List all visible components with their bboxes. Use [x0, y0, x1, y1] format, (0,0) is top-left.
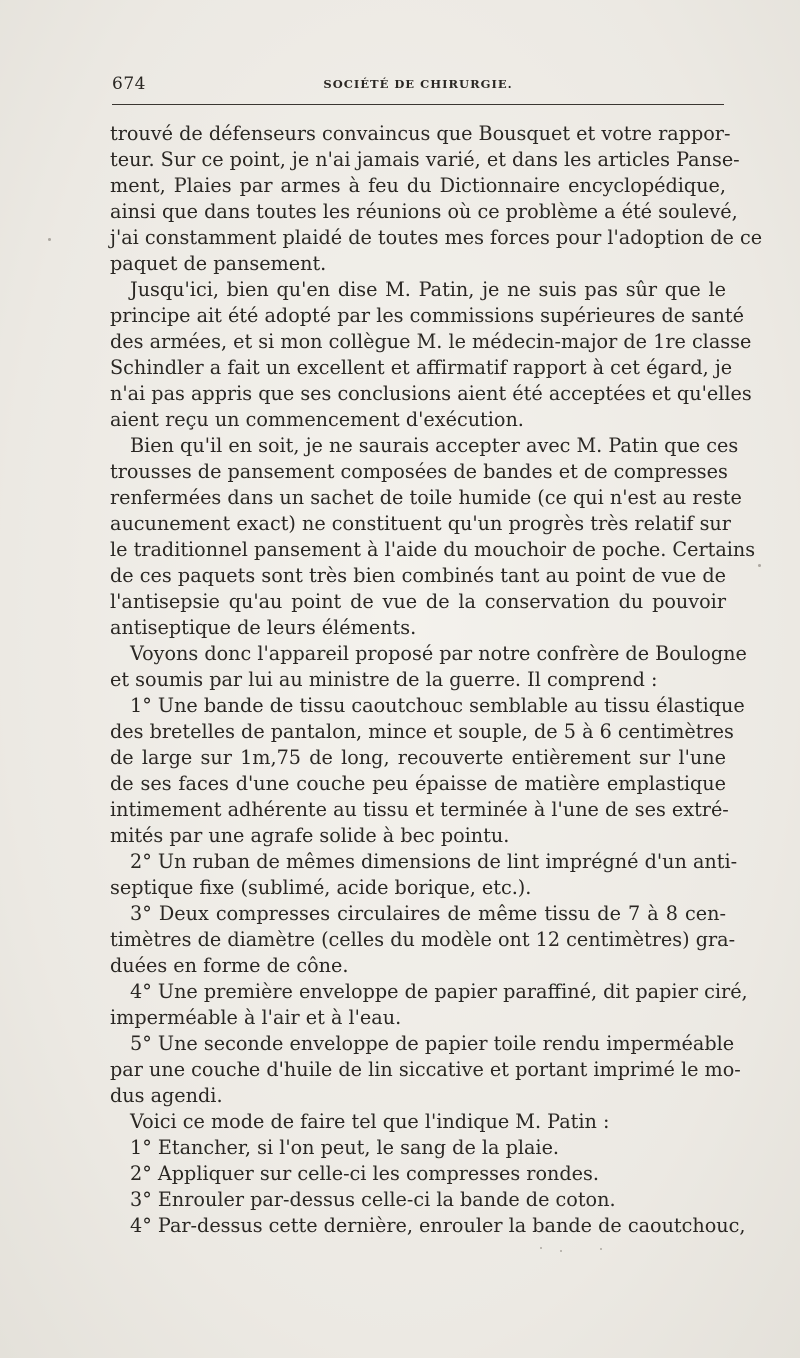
- text-line: principe ait été adopté par les commissions supérieures de santé: [110, 304, 744, 327]
- text-line: n'ai pas appris que ses conclusions aient été acceptées et qu'elles: [110, 382, 752, 405]
- text-line: paquet de pansement.: [110, 252, 327, 275]
- text-line: duées en forme de cône.: [110, 954, 349, 977]
- list-item: 3° Enrouler par-dessus celle-ci la bande de coton.: [130, 1188, 616, 1211]
- text-line: par une couche d'huile de lin siccative et portant imprimé le mo-: [110, 1058, 741, 1081]
- list-item: 3° Deux compresses circulaires de même tissu de 7 à 8 cen-: [130, 902, 726, 925]
- text-line: trouvé de défenseurs convaincus que Bousquet et votre rappor-: [110, 122, 731, 145]
- header-rule: [112, 104, 724, 105]
- text-line: l'antisepsie qu'au point de vue de la conservation du pouvoir: [110, 590, 726, 613]
- page-header: [112, 74, 724, 98]
- text-line: Schindler a fait un excellent et affirmatif rapport à cet égard, je: [110, 356, 733, 379]
- text-line: de large sur 1m,75 de long, recouverte entièrement sur l'une: [110, 746, 726, 769]
- text-line: Bien qu'il en soit, je ne saurais accepter avec M. Patin que ces: [130, 434, 739, 457]
- text-line: dus agendi.: [110, 1084, 223, 1107]
- list-item: 1° Une bande de tissu caoutchouc semblable au tissu élastique: [130, 694, 745, 717]
- text-line: Voici ce mode de faire tel que l'indique M. Patin :: [130, 1110, 610, 1133]
- paper-speck: [758, 564, 761, 567]
- paper-speck: [540, 1247, 542, 1249]
- text-line: ainsi que dans toutes les réunions où ce problème a été soulevé,: [110, 200, 738, 223]
- text-line: et soumis par lui au ministre de la guerre. Il comprend :: [110, 668, 658, 691]
- text-line: ment, Plaies par armes à feu du Dictionnaire encyclopédique,: [110, 174, 726, 197]
- text-line: j'ai constamment plaidé de toutes mes forces pour l'adoption de ce: [110, 226, 763, 249]
- text-line: trousses de pansement composées de bandes et de compresses: [110, 460, 728, 483]
- text-line: teur. Sur ce point, je n'ai jamais varié, et dans les articles Panse-: [110, 148, 740, 171]
- paper-speck: [600, 1248, 602, 1250]
- text-line: renfermées dans un sachet de toile humide (ce qui n'est au reste: [110, 486, 742, 509]
- list-item: 2° Un ruban de mêmes dimensions de lint imprégné d'un anti-: [130, 850, 738, 873]
- text-line: Jusqu'ici, bien qu'en dise M. Patin, je ne suis pas sûr que le: [130, 278, 726, 301]
- list-item: 4° Par-dessus cette dernière, enrouler la bande de caoutchouc,: [130, 1214, 746, 1237]
- text-line: des armées, et si mon collègue M. le médecin-major de 1re classe: [110, 330, 752, 353]
- paper-speck: [48, 238, 51, 241]
- list-item: 1° Etancher, si l'on peut, le sang de la plaie.: [130, 1136, 560, 1159]
- text-line: Voyons donc l'appareil proposé par notre confrère de Boulogne: [130, 642, 747, 665]
- running-title: SOCIÉTÉ DE CHIRURGIE.: [323, 77, 513, 91]
- text-line: aucunement exact) ne constituent qu'un progrès très relatif sur: [110, 512, 731, 535]
- paper-speck: [560, 1250, 562, 1252]
- text-line: des bretelles de pantalon, mince et souple, de 5 à 6 centimètres: [110, 720, 734, 743]
- list-item: 5° Une seconde enveloppe de papier toile rendu imperméable: [130, 1032, 735, 1055]
- text-line: aient reçu un commencement d'exécution.: [110, 408, 524, 431]
- list-item: 4° Une première enveloppe de papier paraffiné, dit papier ciré,: [130, 980, 748, 1003]
- text-line: septique fixe (sublimé, acide borique, etc.).: [110, 876, 532, 899]
- text-line: imperméable à l'air et à l'eau.: [110, 1006, 402, 1029]
- text-line: intimement adhérente au tissu et terminée à l'une de ses extré-: [110, 798, 729, 821]
- text-line: le traditionnel pansement à l'aide du mouchoir de poche. Certains: [110, 538, 756, 561]
- text-line: antiseptique de leurs éléments.: [110, 616, 417, 639]
- list-item: 2° Appliquer sur celle-ci les compresses rondes.: [130, 1162, 599, 1185]
- text-line: de ces paquets sont très bien combinés tant au point de vue de: [110, 564, 726, 587]
- text-line: timètres de diamètre (celles du modèle ont 12 centimètres) gra-: [110, 928, 736, 951]
- body-text: [110, 121, 763, 1239]
- text-line: de ses faces d'une couche peu épaisse de matière emplastique: [110, 772, 726, 795]
- page-number: 674: [112, 74, 146, 94]
- text-line: mités par une agrafe solide à bec pointu.: [110, 824, 510, 847]
